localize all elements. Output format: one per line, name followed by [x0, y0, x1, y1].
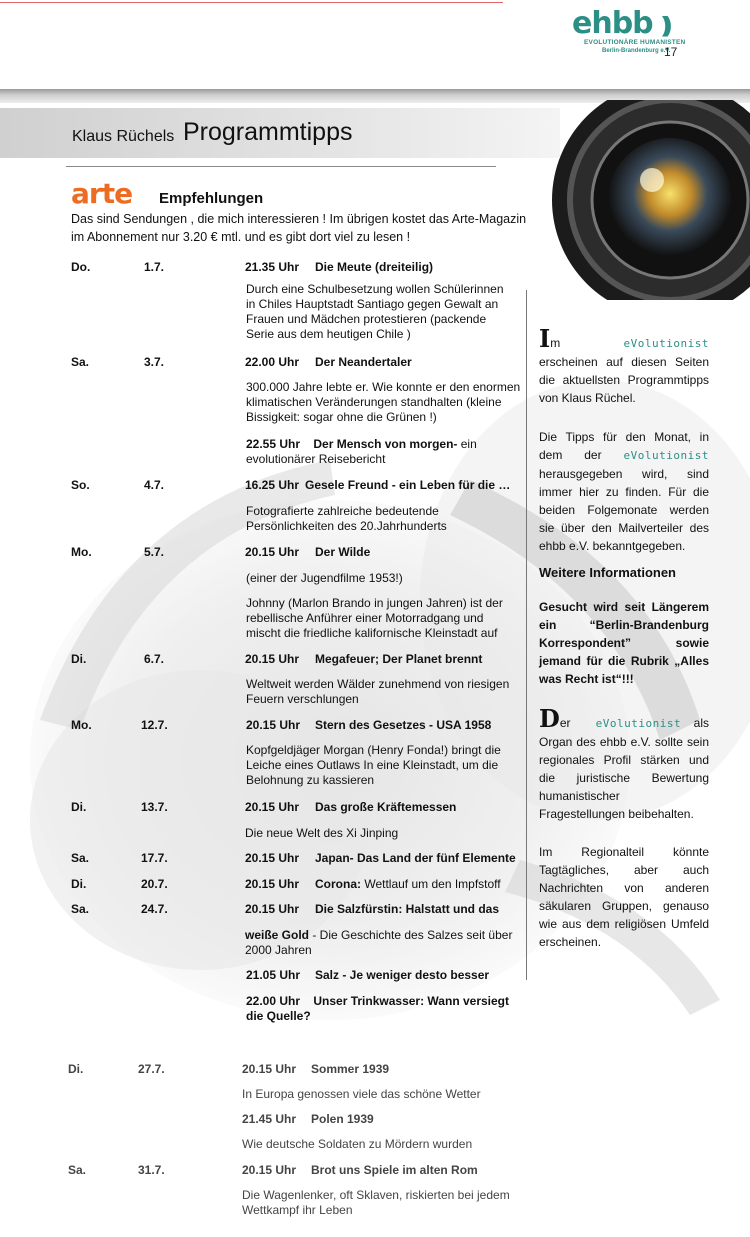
entry-title: Das große Kräftemessen	[315, 800, 457, 814]
entry-day: Mo.	[71, 545, 92, 559]
entry-title: Der Mensch von morgen-	[313, 437, 458, 451]
entry-time: 22.00 Uhr	[245, 355, 300, 369]
entry-title: Polen 1939	[311, 1112, 374, 1126]
logo-subtitle: EVOLUTIONÄRE HUMANISTEN	[584, 39, 686, 46]
entry-day: Di.	[68, 1062, 84, 1076]
entry-description: Kopfgeldjäger Morgan (Henry Fonda!) bringt die Leiche eines Outlaws In eine Kleinstadt, um die Belohnung zu kassieren	[246, 743, 501, 787]
entry-description: Fotografierte zahlreiche bedeutende Persönlichkeiten des 20.Jahrhunderts	[246, 504, 447, 533]
entry-rest: - Die Geschichte des Salzes seit über 2000 Jahren	[245, 928, 513, 957]
entry-day: Di.	[71, 877, 87, 891]
entry-time: 21.05 Uhr	[246, 968, 301, 982]
text-fragment: m	[550, 336, 561, 350]
entry-description: Wie deutsche Soldaten zu Mördern wurden	[242, 1137, 473, 1151]
entry-description: Die neue Welt des Xi Jinping	[245, 826, 399, 840]
ehbb-logo	[570, 6, 710, 58]
entry-title: Die Salzfürstin: Halstatt und das	[315, 902, 500, 916]
entry-date: 20.7.	[141, 877, 168, 891]
entry-time: 21.45 Uhr	[242, 1112, 297, 1126]
entry-date: 6.7.	[144, 652, 165, 666]
entry-day: Sa.	[68, 1163, 87, 1177]
top-rule	[0, 2, 503, 3]
entry-date: 27.7.	[138, 1062, 165, 1076]
brand-name: eVolutionist	[595, 717, 682, 730]
entry-rest: Wettlauf um den Impfstoff	[361, 877, 501, 891]
sidebar-paragraph-1	[539, 324, 709, 407]
brand-name: eVolutionist	[623, 337, 709, 350]
text-fragment: er	[559, 716, 571, 730]
title-underline	[66, 166, 496, 167]
entry-description: Die Wagenlenker, oft Sklaven, riskierten bei jedem Wettkampf ihr Leben	[242, 1188, 510, 1217]
entry-title: Die Meute (dreiteilig)	[315, 260, 434, 274]
entry-title: Japan- Das Land der fünf Elemente	[315, 851, 516, 865]
entry-description: (einer der Jugendfilme 1953!)	[246, 571, 403, 585]
entry-time: 21.35 Uhr	[245, 260, 300, 274]
entry-day: So.	[71, 478, 90, 492]
paragraph-text: als Organ des ehbb e.V. sollte sein regionales Profil stärken und die juristische Bewertung humanistischer Fragestellungen beibehalten.	[539, 716, 709, 821]
page-number: 17	[664, 45, 678, 59]
entry-date: 24.7.	[141, 902, 168, 916]
entry-time: 16.25 Uhr	[245, 478, 300, 492]
entry-date: 12.7.	[141, 718, 168, 732]
logo-word: ehbb	[572, 6, 653, 41]
entry-description: In Europa genossen viele das schöne Wetter	[242, 1087, 481, 1101]
entry-date: 13.7.	[141, 800, 168, 814]
entry-day: Sa.	[71, 902, 90, 916]
entry-time: 20.15 Uhr	[245, 851, 300, 865]
entry-time: 20.15 Uhr	[245, 545, 300, 559]
entry-day: Sa.	[71, 851, 90, 865]
entry-title: Sommer 1939	[311, 1062, 390, 1076]
entry-time: 20.15 Uhr	[242, 1163, 297, 1177]
entry-day: Do.	[71, 260, 91, 274]
paragraph-text: Die Tipps für den Monat, in dem der	[539, 430, 709, 462]
entry-title: Corona:	[315, 877, 361, 891]
entry-title: Der Wilde	[315, 545, 371, 559]
sidebar-search-notice: Gesucht wird seit Längerem ein “Berlin-Brandenburg Korrespondent” sowie jemand für die Rubrik „Alles was Recht ist“!!!	[539, 600, 709, 686]
entry-time: 22.00 Uhr	[246, 994, 301, 1008]
dropcap: D	[539, 704, 560, 733]
intro-text: Das sind Sendungen , die mich interessieren ! Im übrigen kostet das Arte-Magazin im Abonnement nur 3.20 € mtl. und es gibt dort viel zu lesen !	[71, 212, 527, 244]
entry-rest: ein evolutionärer Reisebericht	[246, 437, 477, 466]
entry-date: 4.7.	[144, 478, 165, 492]
entry-description: Weltweit werden Wälder zunehmend von riesigen Feuern verschlungen	[246, 677, 510, 706]
entry-time: 20.15 Uhr	[242, 1062, 297, 1076]
entry-title: Stern des Gesetzes - USA 1958	[315, 718, 492, 732]
entry-date: 1.7.	[144, 260, 165, 274]
entry-description	[245, 928, 523, 958]
entry-title: Salz - Je weniger desto besser	[315, 968, 490, 982]
entry-title: Unser Trinkwasser: Wann versiegt die Quelle?	[246, 994, 510, 1023]
brand-name: eVolutionist	[623, 449, 709, 462]
sidebar-heading: Weitere Informationen	[539, 565, 677, 580]
entry-time: 20.15 Uhr	[245, 877, 300, 891]
entry-date: 31.7.	[138, 1163, 165, 1177]
logo-region: Berlin-Brandenburg e.V.	[602, 48, 671, 54]
title-author: Klaus Rüchels	[72, 128, 175, 145]
paragraph-text: erscheinen auf diesen Seiten die aktuellsten Programmtipps von Klaus Rüchel.	[539, 355, 709, 405]
entry-date: 3.7.	[144, 355, 165, 369]
entry-day: Sa.	[71, 355, 90, 369]
arte-logo: arte	[71, 177, 133, 210]
paragraph-text: herausgegeben wird, sind immer hier zu finden. Für die beiden Folgemonate werden sie über den Mailverteiler des ehbb e.V. bekanntgegeben.	[539, 467, 709, 553]
camera-lens-image	[540, 100, 750, 300]
entry-title: Brot uns Spiele im alten Rom	[311, 1163, 478, 1177]
entry-date: 5.7.	[144, 545, 165, 559]
entry-title: Der Neandertaler	[315, 355, 412, 369]
logo-waves-icon: )))	[662, 12, 666, 37]
entry-time: 20.15 Uhr	[245, 652, 300, 666]
entry-day: Di.	[71, 800, 87, 814]
sidebar-paragraph-4: Im Regionalteil könnte Tagtägliches, aber auch Nachrichten von anderen säkularen Gruppen, genauso wie aus dem religiösen Umfeld erscheinen.	[539, 845, 709, 949]
entry-day: Mo.	[71, 718, 92, 732]
section-title: Empfehlungen	[159, 190, 264, 207]
sidebar-paragraph-3	[539, 704, 709, 823]
entry-subitem	[246, 437, 516, 467]
entry-title: Megafeuer; Der Planet brennt	[315, 652, 483, 666]
entry-time: 20.15 Uhr	[245, 800, 300, 814]
entry-subitem	[246, 994, 521, 1024]
column-divider	[526, 290, 527, 980]
entry-bold: weiße Gold	[245, 928, 310, 942]
entry-description: Durch eine Schulbesetzung wollen Schülerinnen in Chiles Hauptstadt Santiago gegen Gewalt an Frauen und Mädchen protestieren (packende Serie aus dem heutigen Chile )	[246, 282, 504, 341]
entry-description: Johnny (Marlon Brando in jungen Jahren) ist der rebellische Anführer einer Motorradgang und mischt die friedliche kalifornische Kleinstadt auf	[246, 596, 503, 640]
entry-time: 20.15 Uhr	[246, 718, 301, 732]
entry-date: 17.7.	[141, 851, 168, 865]
sidebar-paragraph-2	[539, 428, 709, 555]
entry-day: Di.	[71, 652, 87, 666]
page-title: Programmtipps	[183, 118, 353, 146]
entry-title: Gesele Freund - ein Leben für die …	[305, 478, 511, 492]
entry-title-line	[315, 877, 501, 892]
dropcap: I	[539, 324, 551, 353]
entry-time: 20.15 Uhr	[245, 902, 300, 916]
entry-description: 300.000 Jahre lebte er. Wie konnte er den enormen klimatischen Veränderungen standhalten (kleine Bissigkeit: sogar ohne die Grünen !)	[246, 380, 521, 424]
entry-time: 22.55 Uhr	[246, 437, 301, 451]
